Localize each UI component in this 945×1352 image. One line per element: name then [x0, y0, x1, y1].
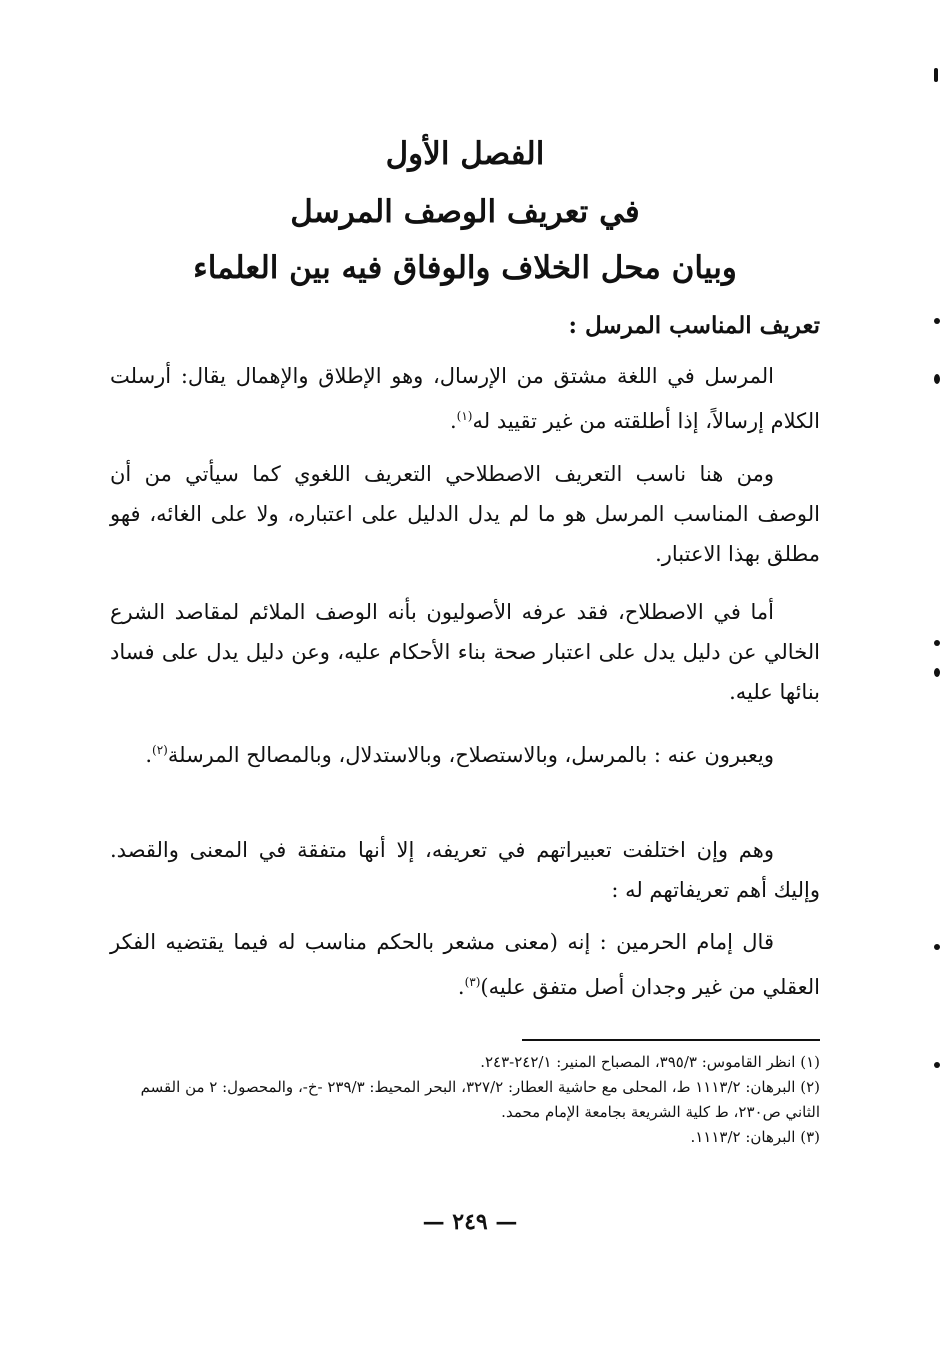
footnote-ref-2: (٢)	[152, 743, 168, 757]
paragraph-1-end: .	[449, 409, 457, 433]
page-number: — ٢٤٩ —	[422, 1209, 518, 1235]
footnote-separator	[522, 1039, 820, 1041]
paragraph-6-text: قال إمام الحرمين : إنه (معنى مشعر بالحكم مناسب له فيما يقتضيه الفكر العقلي من غير وجدان أصل متفق عليه)	[110, 930, 820, 999]
paragraph-4-text: ويعبرون عنه : بالمرسل، وبالاستصلاح، وبالاستدلال، وبالمصالح المرسلة	[167, 743, 774, 767]
paragraph-1	[110, 356, 820, 441]
footnotes	[110, 1050, 820, 1150]
paragraph-3: أما في الاصطلاح، فقد عرفه الأصوليون بأنه الوصف الملائم لمقاصد الشرع الخالي عن دليل يدل على اعتبار صحة بناء الأحكام عليه، وعن دليل يدل على فساد بنائها عليه.	[110, 600, 820, 704]
margin-mark	[934, 318, 940, 324]
paragraph-1-text: المرسل في اللغة مشتق من الإرسال، وهو الإطلاق والإهمال يقال: أرسلت الكلام إرسالاً، إذا أطلقته من غير تقييد له	[110, 364, 820, 433]
paragraph-4-end: .	[145, 743, 153, 767]
margin-mark	[934, 68, 938, 82]
section-title: تعريف المناسب المرسل :	[568, 312, 820, 339]
paragraph-6	[110, 922, 820, 1007]
margin-mark	[934, 944, 940, 950]
footnote-ref-1: (١)	[456, 409, 473, 423]
footnote-2: (٢) البرهان: ١١١٣/٢ ط، المحلى مع حاشية العطار: ٣٢٧/٢، البحر المحيط: ٢٣٩/٣ -خ-، والمحصول: ٢ من القسم الثاني ص٢٣٠، ط كلية الشريعة بجامعة الإمام محمد.	[140, 1078, 820, 1121]
paragraph-5: وهم وإن اختلفت تعبيراتهم في تعريفه، إلا أنها متفقة في المعنى والقصد. وإليك أهم تعريفاتهم له :	[110, 838, 820, 902]
footnote-1: (١) انظر القاموس: ٣٩٥/٣، المصباح المنير: ٢٤٢/١-٢٤٣.	[480, 1053, 820, 1071]
chapter-subtitle: في تعريف الوصف المرسل	[290, 194, 640, 230]
footnote-ref-3: (٣)	[464, 975, 481, 989]
margin-mark	[934, 668, 940, 677]
margin-mark	[934, 640, 940, 646]
chapter-subtitle-2: وبيان محل الخلاف والوفاق فيه بين العلماء	[193, 250, 737, 286]
paragraph-6-end: .	[457, 975, 465, 999]
margin-mark	[934, 374, 940, 384]
chapter-title: الفصل الأول	[385, 136, 545, 172]
margin-mark	[934, 1062, 940, 1068]
paragraph-2: ومن هنا ناسب التعريف الاصطلاحي التعريف اللغوي كما سيأتي من أن الوصف المناسب المرسل هو ما لم يدل الدليل على اعتباره، ولا على الغائه، فهو مطلق بهذا الاعتبار.	[110, 462, 820, 566]
paragraph-4	[110, 730, 820, 775]
footnote-3: (٣) البرهان: ١١١٣/٢.	[690, 1128, 820, 1146]
